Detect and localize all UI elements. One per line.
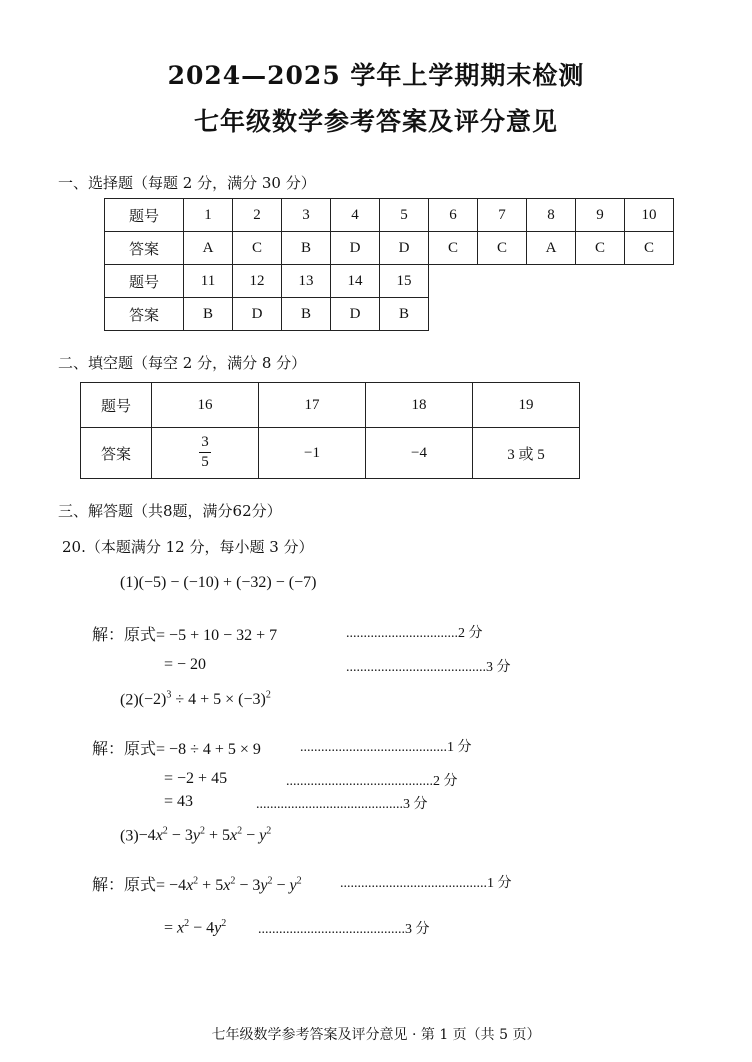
leader-dots: .......................................... [258,922,405,937]
solution-prefix: 解：原式 [92,877,157,894]
q20-part3-step2-score [258,918,430,938]
solution-prefix: 解：原式 [92,741,157,758]
answer-cell: B [184,298,233,331]
row-label-question: 题号 [81,383,152,428]
question-number: 9 [576,199,625,232]
problem-expression: $(-2)^3 \div 4 + 5 \times (-3)^2$ [138,690,271,709]
leader-dots: ........................................ [346,660,486,675]
leader-dots: ................................ [346,626,458,641]
q20-part3-step2: = $x^2 - 4y^2$ [164,918,227,937]
q20-part3-step1 [92,872,302,895]
row-label-answer: 答案 [105,232,184,265]
q20-part2-problem [120,690,271,709]
question-number: 19 [473,383,580,428]
answer-cell: B [380,298,429,331]
q20-part3-step1-score [340,872,512,892]
answer-cell: C [478,232,527,265]
fraction-numerator: 3 [199,435,211,453]
q20-part1-step1 [92,622,277,645]
question-number: 7 [478,199,527,232]
question-number: 18 [366,383,473,428]
q20-part2-step2-score [286,770,458,790]
question-number: 16 [152,383,259,428]
table-row [105,298,429,331]
q20-part1-step2-score [346,656,511,676]
row-label-question: 题号 [105,265,184,298]
step-expression: = −8 ÷ 4 + 5 × 9 [156,741,261,758]
question-number: 14 [331,265,380,298]
answer-cell: C [429,232,478,265]
question-number: 17 [259,383,366,428]
score: 3 分 [403,797,428,812]
section3-heading: 三、解答题（共8题，满分62分） [58,502,282,520]
answer-cell: D [233,298,282,331]
score: 1 分 [487,876,512,891]
section1-heading: 一、选择题（每题 2 分，满分 30 分） [58,174,316,192]
q20-part2-step2: = −2 + 45 [164,770,228,787]
answer-cell: −1 [259,428,366,479]
part-label: (2) [120,691,139,709]
step-expression: = $-4x^2 + 5x^2 - 3y^2 - y^2$ [156,875,302,894]
answer-cell: 3 或 5 [473,428,580,479]
answer-cell: A [184,232,233,265]
question-number: 4 [331,199,380,232]
step-expression: = −5 + 10 − 32 + 7 [156,627,278,644]
q20-part1-problem [120,574,316,592]
answer-cell: D [380,232,429,265]
fill-in-answer-table [80,382,580,479]
score: 3 分 [486,660,511,675]
question-number: 12 [233,265,282,298]
page-footer: 七年级数学参考答案及评分意见 · 第 1 页（共 5 页） [211,1027,541,1043]
q20-part2-step1-score [300,736,472,756]
question-number: 11 [184,265,233,298]
q20-part2-step3-score [256,793,428,813]
table-row [81,428,580,479]
title-line-1: 2024—2025 学年上学期期末检测 [167,61,585,90]
answer-cell: B [282,232,331,265]
answer-cell: D [331,298,380,331]
answer-cell: D [331,232,380,265]
part-label: (3) [120,827,139,845]
leader-dots: .......................................... [300,740,447,755]
choice-answer-table [104,198,674,265]
leader-dots: .......................................... [340,876,487,891]
question-number: 8 [527,199,576,232]
leader-dots: .......................................... [286,774,433,789]
question-number: 15 [380,265,429,298]
question-20-heading: 20.（本题满分 12 分，每小题 3 分） [62,538,314,556]
question-number: 1 [184,199,233,232]
q20-part1-step1-score [346,622,483,642]
question-number: 10 [625,199,674,232]
fraction-denominator: 5 [201,454,209,470]
title-line-2: 七年级数学参考答案及评分意见 [193,107,558,136]
fraction [199,435,211,470]
row-label-answer: 答案 [105,298,184,331]
score: 2 分 [433,774,458,789]
question-number: 6 [429,199,478,232]
score: 1 分 [447,740,472,755]
answer-cell [152,428,259,479]
table-row [105,265,429,298]
q20-part2-step1 [92,736,261,759]
part-label: (1) [120,574,139,591]
q20-part2-step3: = 43 [164,793,194,810]
question-number: 2 [233,199,282,232]
q20-part1-step2: = − 20 [164,656,207,673]
q20-part3-problem [120,826,271,845]
problem-expression: $-4x^2 - 3y^2 + 5x^2 - y^2$ [138,826,272,845]
section2-heading: 二、填空题（每空 2 分，满分 8 分） [58,354,307,372]
score: 2 分 [458,626,483,641]
table-row [81,383,580,428]
score: 3 分 [405,922,430,937]
leader-dots: .......................................... [256,797,403,812]
solution-prefix: 解：原式 [92,627,157,644]
answer-cell: A [527,232,576,265]
answer-cell: C [625,232,674,265]
question-number: 13 [282,265,331,298]
answer-cell: C [576,232,625,265]
row-label-answer: 答案 [81,428,152,479]
table-row [105,199,674,232]
answer-cell: −4 [366,428,473,479]
problem-expression: (−5) − (−10) + (−32) − (−7) [138,574,317,591]
question-number: 5 [380,199,429,232]
table-row [105,232,674,265]
row-label-question: 题号 [105,199,184,232]
answer-cell: C [233,232,282,265]
choice-answer-table-continued [104,264,429,331]
answer-cell: B [282,298,331,331]
question-number: 3 [282,199,331,232]
